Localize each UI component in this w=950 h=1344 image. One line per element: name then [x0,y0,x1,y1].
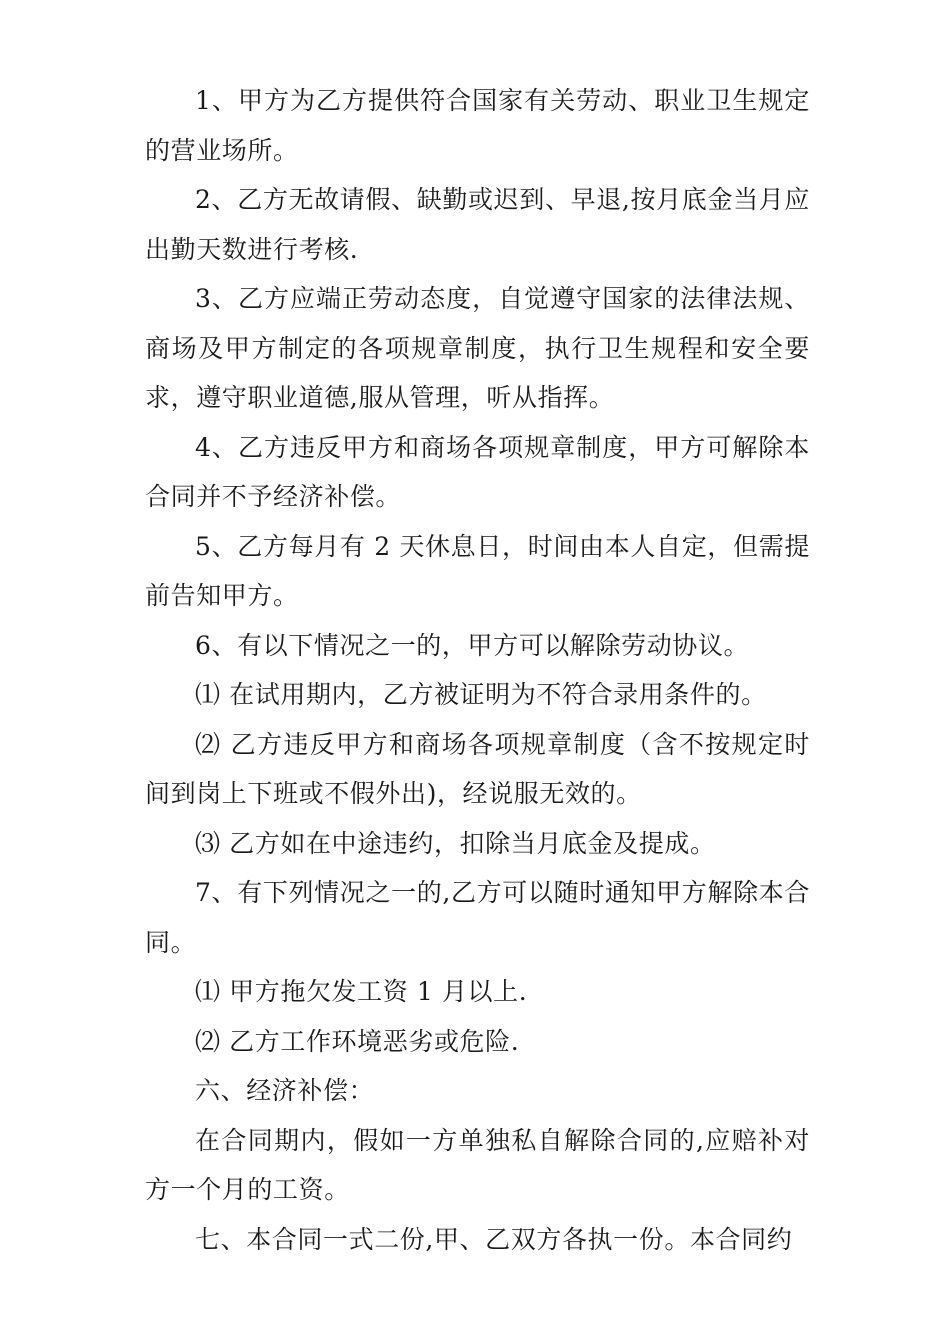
clause-6-item-1: ⑴ 在试用期内，乙方被证明为不符合录用条件的。 [195,680,767,709]
clause-6-item-3: ⑶ 乙方如在中途违约，扣除当月底金及提成。 [195,828,716,858]
clause-6: 6、有以下情况之一的，甲方可以解除劳动协议。 [195,630,750,660]
clause-7-item-1: ⑴ 甲方拖欠发工资 1 月以上. [195,977,528,1006]
clause-3: 3、乙方应端正劳动态度，自觉遵守国家的法律法规、商场及甲方制定的各项规章制度，执行卫生规程和安全要求，遵守职业道德,服从管理，听从指挥。 [145,284,810,412]
clause-1: 1、甲方为乙方提供符合国家有关劳动、职业卫生规定的营业场所。 [145,86,810,165]
clause-5: 5、乙方每月有 2 天休息日，时间由本人自定，但需提前告知甲方。 [145,531,810,610]
clause-7-item-2: ⑵ 乙方工作环境恶劣或危险. [195,1026,520,1056]
section-7-body: 七、本合同一式二份,甲、乙双方各执一份。本合同约 [195,1224,793,1254]
clause-2: 2、乙方无故请假、缺勤或迟到、早退,按月底金当月应出勤天数进行考核. [145,185,810,264]
section-6-body: 在合同期内，假如一方单独私自解除合同的,应赔补对方一个月的工资。 [145,1125,810,1204]
clause-4: 4、乙方违反甲方和商场各项规章制度，甲方可解除本合同并不予经济补偿。 [145,432,810,511]
section-6-heading: 六、经济补偿： [195,1076,375,1105]
document-body [145,76,810,1264]
clause-7: 7、有下列情况之一的,乙方可以随时通知甲方解除本合同。 [145,878,810,957]
clause-6-item-2: ⑵ 乙方违反甲方和商场各项规章制度（含不按规定时间到岗上下班或不假外出)，经说服无效的。 [145,729,810,808]
